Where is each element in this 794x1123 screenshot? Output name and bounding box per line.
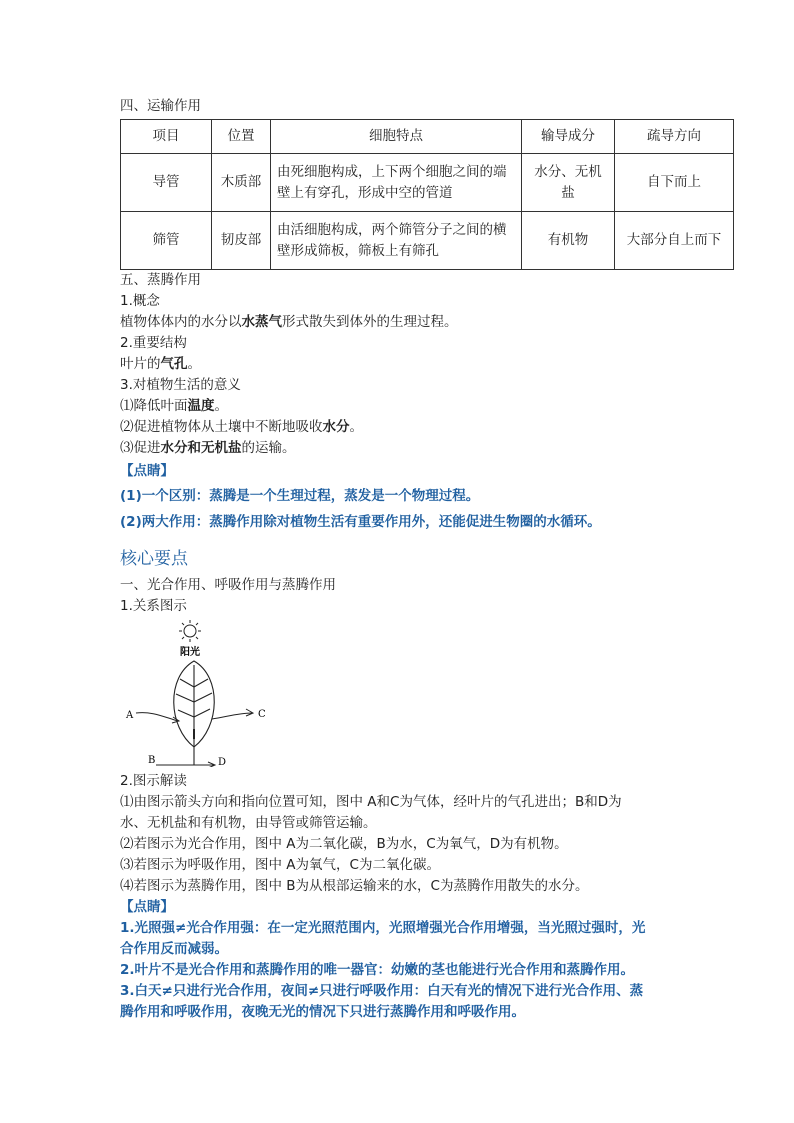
concept-text	[120, 312, 740, 333]
text-run: 形式散失到体外的生理过程。	[282, 314, 458, 330]
cell-component-line: 盐	[561, 184, 575, 201]
header-direction: 疏导方向	[615, 120, 734, 154]
reading-heading: 2.图示解读	[120, 773, 187, 789]
header-item: 项目	[121, 120, 212, 154]
transport-table	[120, 119, 734, 270]
text-run: ⑶促进	[120, 440, 161, 456]
label-d: D	[218, 757, 227, 767]
reading-line: ⑷若图示为蒸腾作用，图中 B为从根部运输来的水，C为蒸腾作用散失的水分。	[120, 878, 589, 894]
reading-line: 水、无机盐和有机物，由导管或筛管运输。	[120, 815, 377, 831]
cell-component-line: 水分、无机	[534, 163, 602, 180]
cell-position: 韧皮部	[212, 212, 271, 270]
header-component: 输导成分	[522, 120, 615, 154]
cell-component: 有机物	[522, 212, 615, 270]
cell-direction: 大部分自上而下	[615, 212, 734, 270]
tip-line: (1)一个区别：蒸腾是一个生理过程，蒸发是一个物理过程。	[120, 488, 480, 504]
cell-feature-line: 壁上有穿孔，形成中空的管道	[277, 184, 453, 201]
text-run: 。	[187, 356, 201, 372]
text-run: 的运输。	[241, 440, 296, 456]
cell-feature-line: 由活细胞构成，两个筛管分子之间的横	[277, 221, 507, 238]
tip-line: 1.光照强≠光合作用强：在一定光照范围内，光照增强光合作用增强，当光照过强时，光	[120, 920, 646, 936]
tip-line: 合作用反而减弱。	[120, 941, 228, 957]
cell-feature	[271, 212, 522, 270]
arrow-d-icon	[156, 762, 215, 767]
figure-heading: 1.关系图示	[120, 598, 187, 614]
reading-line: ⑶若图示为呼吸作用，图中 A为氧气，C为二氧化碳。	[120, 857, 440, 873]
cell-feature-line: 由死细胞构成，上下两个细胞之间的端	[277, 163, 507, 180]
label-b: B	[148, 755, 156, 766]
bold-term: 水分和无机盐	[160, 440, 242, 456]
structure-heading: 2.重要结构	[120, 335, 187, 351]
section-title-transpiration: 五、蒸腾作用	[120, 272, 201, 288]
tip-line: 腾作用和呼吸作用，夜晚无光的情况下只进行蒸腾作用和呼吸作用。	[120, 1004, 525, 1020]
table-header-row	[121, 120, 734, 154]
tip-heading: 【点睛】	[120, 463, 174, 479]
cell-feature-line: 壁形成筛板，筛板上有筛孔	[277, 242, 439, 259]
meaning-item	[120, 417, 740, 438]
text-run: ⑵促进植物体从土壤中不断地吸收	[120, 419, 323, 435]
cell-item: 筛管	[121, 212, 212, 270]
core-points-heading: 核心要点	[120, 549, 188, 569]
cell-position: 木质部	[212, 154, 271, 212]
bold-term: 温度	[187, 398, 215, 414]
meaning-item	[120, 396, 740, 417]
cell-component	[522, 154, 615, 212]
arrow-a-icon	[136, 713, 179, 723]
text-run: 。	[349, 419, 363, 435]
bold-term: 水蒸气	[241, 314, 282, 330]
sun-icon	[179, 620, 201, 642]
label-a: A	[126, 710, 134, 721]
text-run: ⑴降低叶面	[120, 398, 188, 414]
table-row	[121, 154, 734, 212]
tip-line: (2)两大作用：蒸腾作用除对植物生活有重要作用外，还能促进生物圈的水循环。	[120, 514, 601, 530]
sun-label: 阳光	[180, 647, 200, 658]
reading-line: ⑴由图示箭头方向和指向位置可知，图中 A和C为气体，经叶片的气孔进出；B和D为	[120, 794, 622, 810]
tip-heading: 【点睛】	[120, 899, 174, 915]
document-page	[120, 96, 740, 1023]
text-run: 。	[214, 398, 228, 414]
section-title-transport: 四、运输作用	[120, 98, 201, 114]
meaning-heading: 3.对植物生活的意义	[120, 377, 241, 393]
label-c: C	[258, 709, 266, 720]
core-subheading: 一、光合作用、呼吸作用与蒸腾作用	[120, 577, 336, 593]
tip-line: 2.叶片不是光合作用和蒸腾作用的唯一器官：幼嫩的茎也能进行光合作用和蒸腾作用。	[120, 962, 635, 978]
leaf-icon	[174, 661, 215, 765]
arrow-c-icon	[212, 709, 253, 719]
text-run: 植物体体内的水分以	[120, 314, 242, 330]
bold-term: 气孔	[160, 356, 188, 372]
concept-heading: 1.概念	[120, 293, 160, 309]
text-run: 叶片的	[120, 356, 161, 372]
reading-line: ⑵若图示为光合作用，图中 A为二氧化碳，B为水，C为氧气，D为有机物。	[120, 836, 568, 852]
tip-line: 3.白天≠只进行光合作用，夜间≠只进行呼吸作用：白天有光的情况下进行光合作用、蒸	[120, 983, 644, 999]
leaf-relation-diagram	[122, 617, 272, 767]
bold-term: 水分	[322, 419, 350, 435]
table-row	[121, 212, 734, 270]
structure-text	[120, 354, 740, 375]
cell-feature	[271, 154, 522, 212]
cell-item: 导管	[121, 154, 212, 212]
header-position: 位置	[212, 120, 271, 154]
header-feature: 细胞特点	[271, 120, 522, 154]
cell-direction: 自下而上	[615, 154, 734, 212]
meaning-item	[120, 438, 740, 459]
